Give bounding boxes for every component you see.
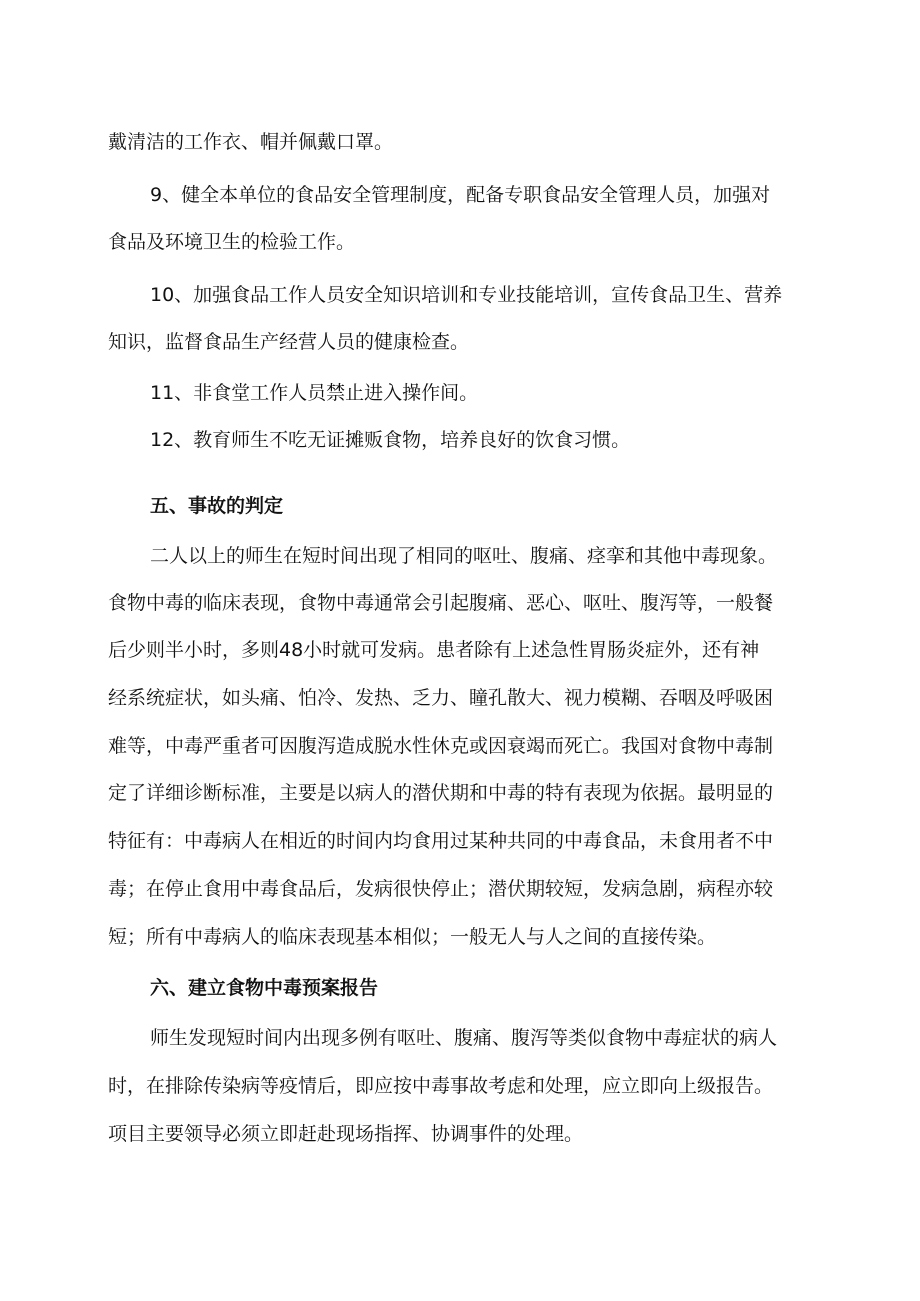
section-5-line: 二人以上的师生在短时间出现了相同的呕吐、腹痛、痉挛和其他中毒现象。 (150, 545, 778, 567)
section-6-heading: 六、建立食物中毒预案报告 (150, 977, 379, 999)
text-line: 戴清洁的工作衣、帽并佩戴口罩。 (108, 131, 394, 153)
section-5-line: 经系统症状，如头痛、怕冷、发热、乏力、瞳孔散大、视力模糊、吞咽及呼吸困 (108, 687, 774, 709)
list-item-11: 11、非食堂工作人员禁止进入操作间。 (150, 382, 479, 404)
section-5-line: 短；所有中毒病人的临床表现基本相似；一般无人与人之间的直接传染。 (108, 926, 717, 948)
section-6-line: 项目主要领导必须立即赶赴现场指挥、协调事件的处理。 (108, 1123, 584, 1145)
list-item-9-line-2: 食品及环境卫生的检验工作。 (108, 231, 356, 253)
section-5-line: 定了详细诊断标准，主要是以病人的潜伏期和中毒的特有表现为依据。最明显的 (108, 782, 774, 804)
section-5-line: 毒；在停止食用中毒食品后，发病很快停止；潜伏期较短，发病急剧，病程亦较 (108, 878, 774, 900)
section-5-heading: 五、事故的判定 (150, 495, 284, 517)
section-5-line: 难等，中毒严重者可因腹泻造成脱水性休克或因衰竭而死亡。我国对食物中毒制 (108, 735, 774, 757)
section-6-line: 时，在排除传染病等疫情后，即应按中毒事故考虑和处理，应立即向上级报告。 (108, 1075, 774, 1097)
list-item-10-line-1: 10、加强食品工作人员安全知识培训和专业技能培训，宣传食品卫生、营养 (150, 284, 783, 306)
section-5-line: 特征有：中毒病人在相近的时间内均食用过某种共同的中毒食品，未食用者不中 (108, 830, 774, 852)
list-item-10-line-2: 知识，监督食品生产经营人员的健康检查。 (108, 331, 470, 353)
list-item-12: 12、教育师生不吃无证摊贩食物，培养良好的饮食习惯。 (150, 429, 631, 451)
section-5-line: 食物中毒的临床表现，食物中毒通常会引起腹痛、恶心、呕吐、腹泻等，一般餐 (108, 592, 774, 614)
section-6-line: 师生发现短时间内出现多例有呕吐、腹痛、腹泻等类似食物中毒症状的病人 (150, 1027, 778, 1049)
list-item-9-line-1: 9、健全本单位的食品安全管理制度，配备专职食品安全管理人员，加强对 (150, 184, 771, 206)
section-5-line: 后少则半小时，多则48小时就可发病。患者除有上述急性胃肠炎症外，还有神 (108, 639, 760, 661)
